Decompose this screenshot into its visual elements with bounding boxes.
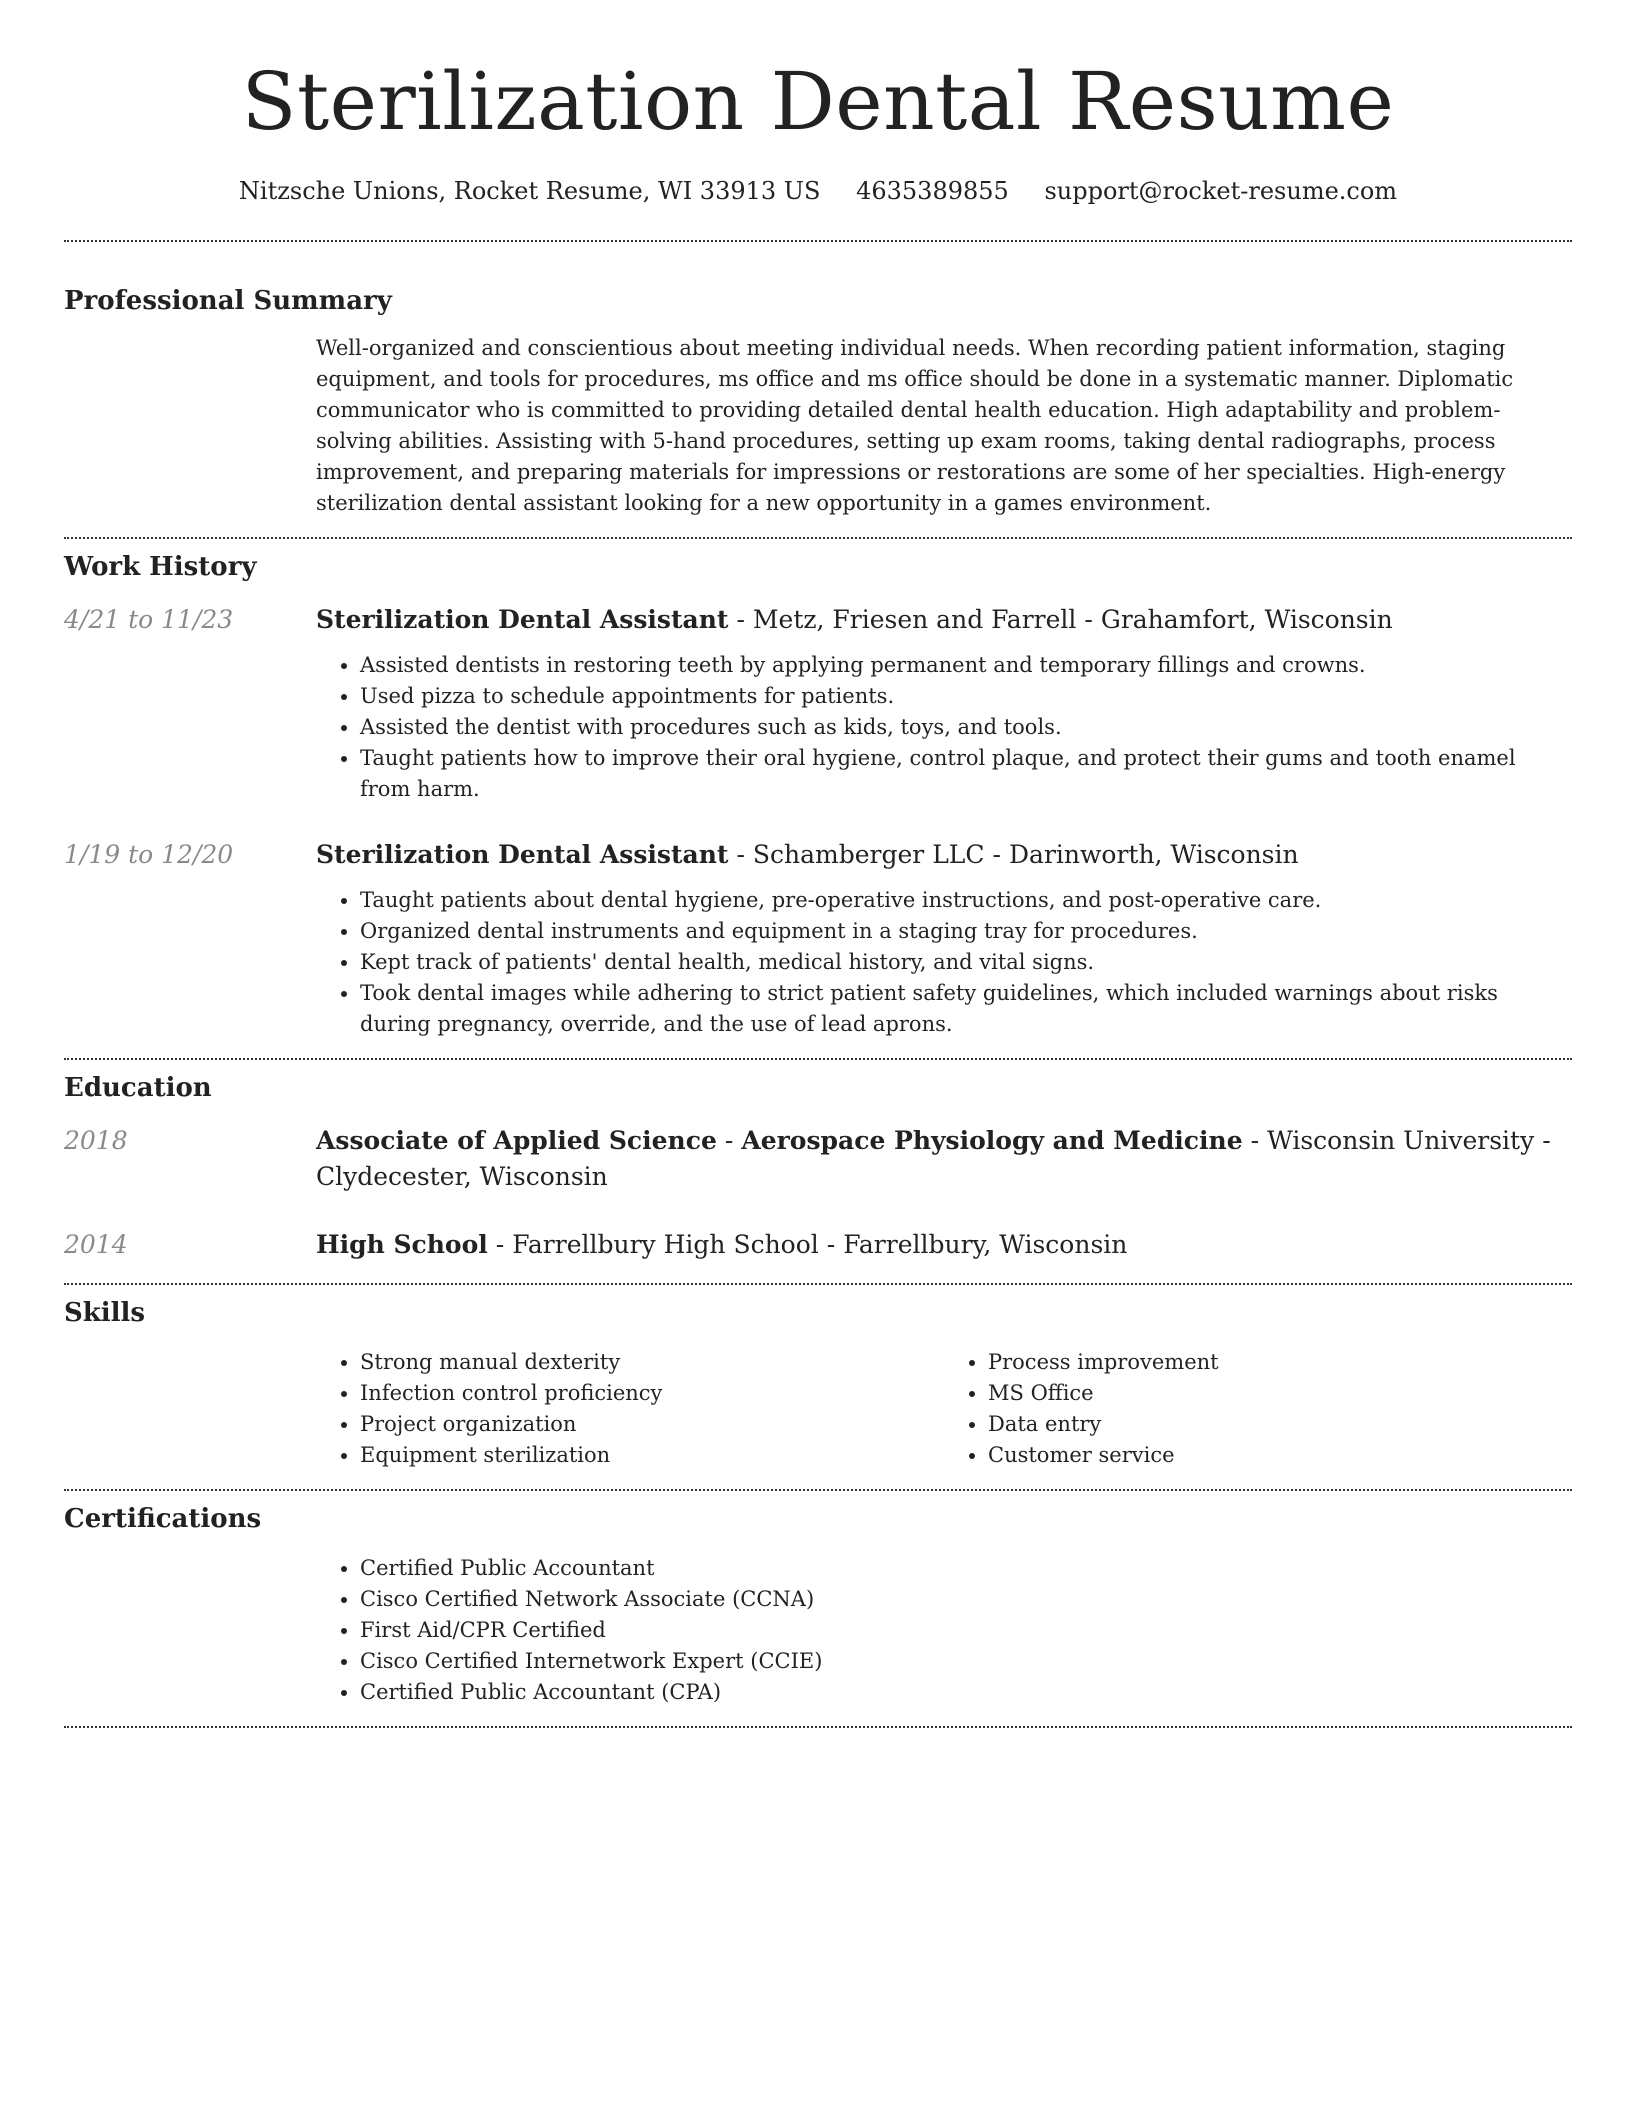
section-title-education: Education — [64, 1073, 212, 1103]
divider — [64, 1058, 1572, 1060]
work-history-section — [64, 550, 1572, 1040]
education-entry — [64, 1227, 1572, 1263]
list-item: • Took dental images while adhering to strict patient safety guidelines, which included warnings about risks during pregnancy, override, and the use of lead aprons. — [360, 978, 1572, 1040]
job-bullets — [316, 885, 1572, 1040]
summary-text: Well-organized and conscientious about meeting individual needs. When recording patient information, staging equipment, and tools for procedures, ms office and ms office should be done in a systematic manner. Diplomatic communicator who is committed to providing detailed dental health education. High adaptability and problem-solving abilities. Assisting with 5-hand procedures, setting up exam rooms, taking dental radiographs, process improvement, and preparing materials for impressions or restorations are some of her specialties. High-energy sterilization dental assistant looking for a new opportunity in a games environment. — [316, 336, 1514, 515]
list-item: • Organized dental instruments and equipment in a staging tray for procedures. — [360, 916, 1572, 947]
summary-section — [64, 284, 1572, 519]
resume-header — [64, 0, 1572, 208]
contact-address: Nitzsche Unions, Rocket Resume, WI 33913 US — [238, 177, 821, 205]
section-title-work: Work History — [64, 552, 257, 582]
resume-name: Sterilization Dental Resume — [241, 55, 1395, 148]
list-item: • Taught patients how to improve their oral hygiene, control plaque, and protect their gums and tooth enamel from harm. — [360, 743, 1572, 805]
education-entry — [64, 1123, 1572, 1195]
job-location: Grahamfort, Wisconsin — [1100, 605, 1393, 634]
list-item: • Data entry — [988, 1409, 1572, 1440]
skills-list-left — [316, 1347, 944, 1471]
list-item: • Project organization — [360, 1409, 944, 1440]
divider — [64, 1283, 1572, 1285]
job-heading: Sterilization Dental Assistant - Schamberger LLC - Darinworth, Wisconsin — [316, 840, 1299, 869]
list-item: • Equipment sterilization — [360, 1440, 944, 1471]
section-title-summary: Professional Summary — [64, 286, 392, 316]
list-item: • Assisted the dentist with procedures such as kids, toys, and tools. — [360, 712, 1572, 743]
education-degree: Associate of Applied Science — [316, 1126, 717, 1155]
education-year: 2018 — [64, 1126, 128, 1155]
contact-line — [64, 174, 1572, 208]
list-item: • Certified Public Accountant (CPA) — [360, 1677, 1572, 1708]
job-company: Metz, Friesen and Farrell — [752, 605, 1077, 634]
job-company: Schamberger LLC — [752, 840, 985, 869]
education-heading: Associate of Applied Science - Aerospace Physiology and Medicine - Wisconsin University -Clydecester, Wisconsin — [316, 1126, 1551, 1191]
certifications-list — [316, 1553, 1572, 1708]
list-item: • Taught patients about dental hygiene, pre-operative instructions, and post-operative care. — [360, 885, 1572, 916]
education-year: 2014 — [64, 1230, 128, 1259]
job-bullets — [316, 650, 1572, 805]
section-title-certifications: Certifications — [64, 1504, 262, 1534]
job-entry — [64, 602, 1572, 805]
job-role: Sterilization Dental Assistant — [316, 840, 729, 869]
skills-grid — [316, 1347, 1572, 1471]
job-location: Darinworth, Wisconsin — [1009, 840, 1299, 869]
list-item: • Infection control proficiency — [360, 1378, 944, 1409]
list-item: • Cisco Certified Network Associate (CCNA) — [360, 1584, 1572, 1615]
skills-section — [64, 1296, 1572, 1471]
list-item: • Strong manual dexterity — [360, 1347, 944, 1378]
education-location: Farrellbury, Wisconsin — [843, 1230, 1128, 1259]
job-dates: 1/19 to 12/20 — [64, 840, 234, 869]
list-item: • Certified Public Accountant — [360, 1553, 1572, 1584]
contact-phone: 4635389855 — [856, 177, 1009, 205]
divider — [64, 537, 1572, 539]
skills-list-right — [944, 1347, 1572, 1471]
education-school: Wisconsin University — [1267, 1126, 1535, 1155]
education-section — [64, 1071, 1572, 1263]
list-item: • Used pizza to schedule appointments for patients. — [360, 681, 1572, 712]
education-heading: High School - Farrellbury High School - Farrellbury, Wisconsin — [316, 1230, 1128, 1259]
education-location: Clydecester, Wisconsin — [316, 1162, 608, 1191]
list-item: • Customer service — [988, 1440, 1572, 1471]
resume-page — [64, 0, 1572, 1728]
job-dates: 4/21 to 11/23 — [64, 605, 234, 634]
certifications-section — [64, 1502, 1572, 1708]
list-item: • Kept track of patients' dental health, medical history, and vital signs. — [360, 947, 1572, 978]
list-item: • Assisted dentists in restoring teeth by applying permanent and temporary fillings and crowns. — [360, 650, 1572, 681]
job-role: Sterilization Dental Assistant — [316, 605, 729, 634]
list-item: • Cisco Certified Internetwork Expert (CCIE) — [360, 1646, 1572, 1677]
job-entry — [64, 837, 1572, 1040]
job-heading: Sterilization Dental Assistant - Metz, Friesen and Farrell - Grahamfort, Wisconsin — [316, 605, 1393, 634]
education-degree: High School — [316, 1230, 488, 1259]
contact-email: support@rocket-resume.com — [1044, 177, 1398, 205]
education-field: Aerospace Physiology and Medicine — [741, 1126, 1243, 1155]
education-school: Farrellbury High School — [512, 1230, 819, 1259]
divider — [64, 1726, 1572, 1728]
list-item: • First Aid/CPR Certified — [360, 1615, 1572, 1646]
list-item: • Process improvement — [988, 1347, 1572, 1378]
list-item: • MS Office — [988, 1378, 1572, 1409]
divider — [64, 1489, 1572, 1491]
divider — [64, 240, 1572, 242]
section-title-skills: Skills — [64, 1298, 146, 1328]
